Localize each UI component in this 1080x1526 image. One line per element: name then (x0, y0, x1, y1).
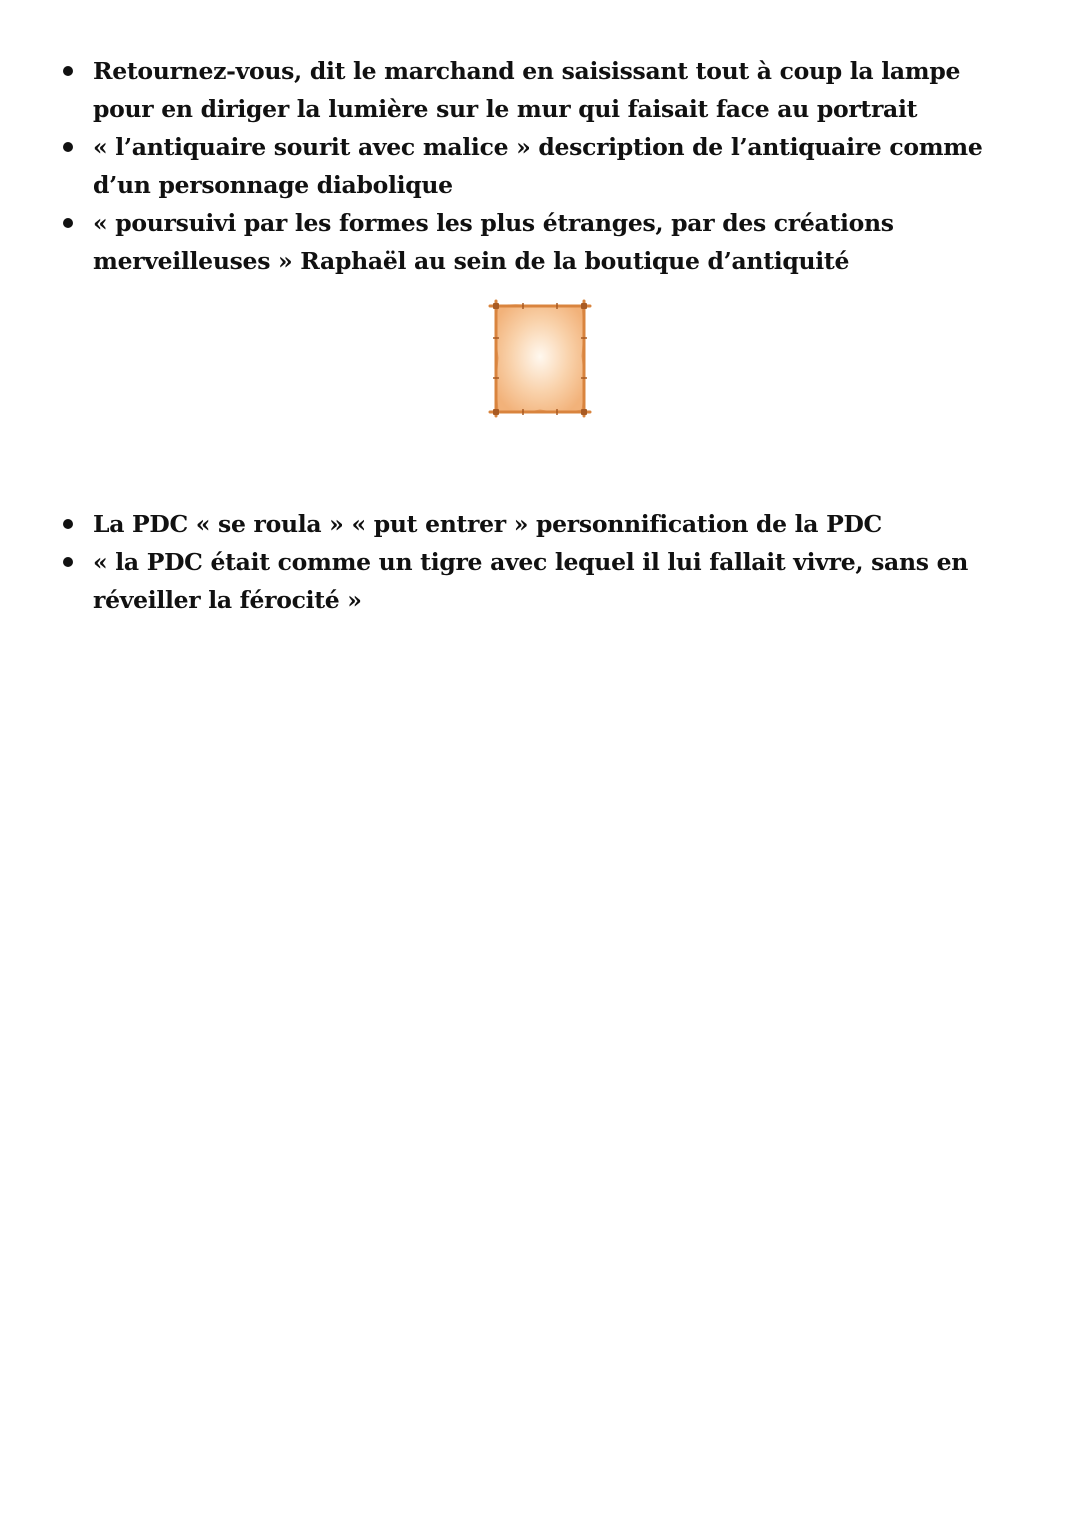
list-item-text: Retournez-vous, dit le marchand en saisissant tout à coup la lampe pour en diriger la lumière sur le mur qui faisait face au portrait (93, 57, 961, 123)
list-item-text: « poursuivi par les formes les plus étranges, par des créations merveilleuses » Raphaël au sein de la boutique d’antiquité (93, 209, 894, 275)
bullet-list-bottom (0, 505, 1080, 619)
bullet-icon (63, 557, 73, 567)
bullet-icon (63, 519, 73, 529)
bullet-icon (63, 142, 73, 152)
bullet-icon (63, 66, 73, 76)
list-item (0, 128, 1080, 204)
list-item (0, 204, 1080, 280)
list-item (0, 543, 1080, 619)
list-item (0, 52, 1080, 128)
list-item (0, 505, 1080, 543)
list-item-text: « la PDC était comme un tigre avec lequel il lui fallait vivre, sans en réveiller la férocité » (93, 548, 969, 614)
list-item-text: La PDC « se roula » « put entrer » personnification de la PDC (93, 510, 882, 538)
parchment-frame-icon (488, 298, 592, 420)
bullet-icon (63, 218, 73, 228)
list-item-text: « l’antiquaire sourit avec malice » description de l’antiquaire comme d’un personnage diabolique (93, 133, 983, 199)
bullet-list-top (0, 52, 1080, 280)
parchment-frame-image (488, 298, 592, 420)
